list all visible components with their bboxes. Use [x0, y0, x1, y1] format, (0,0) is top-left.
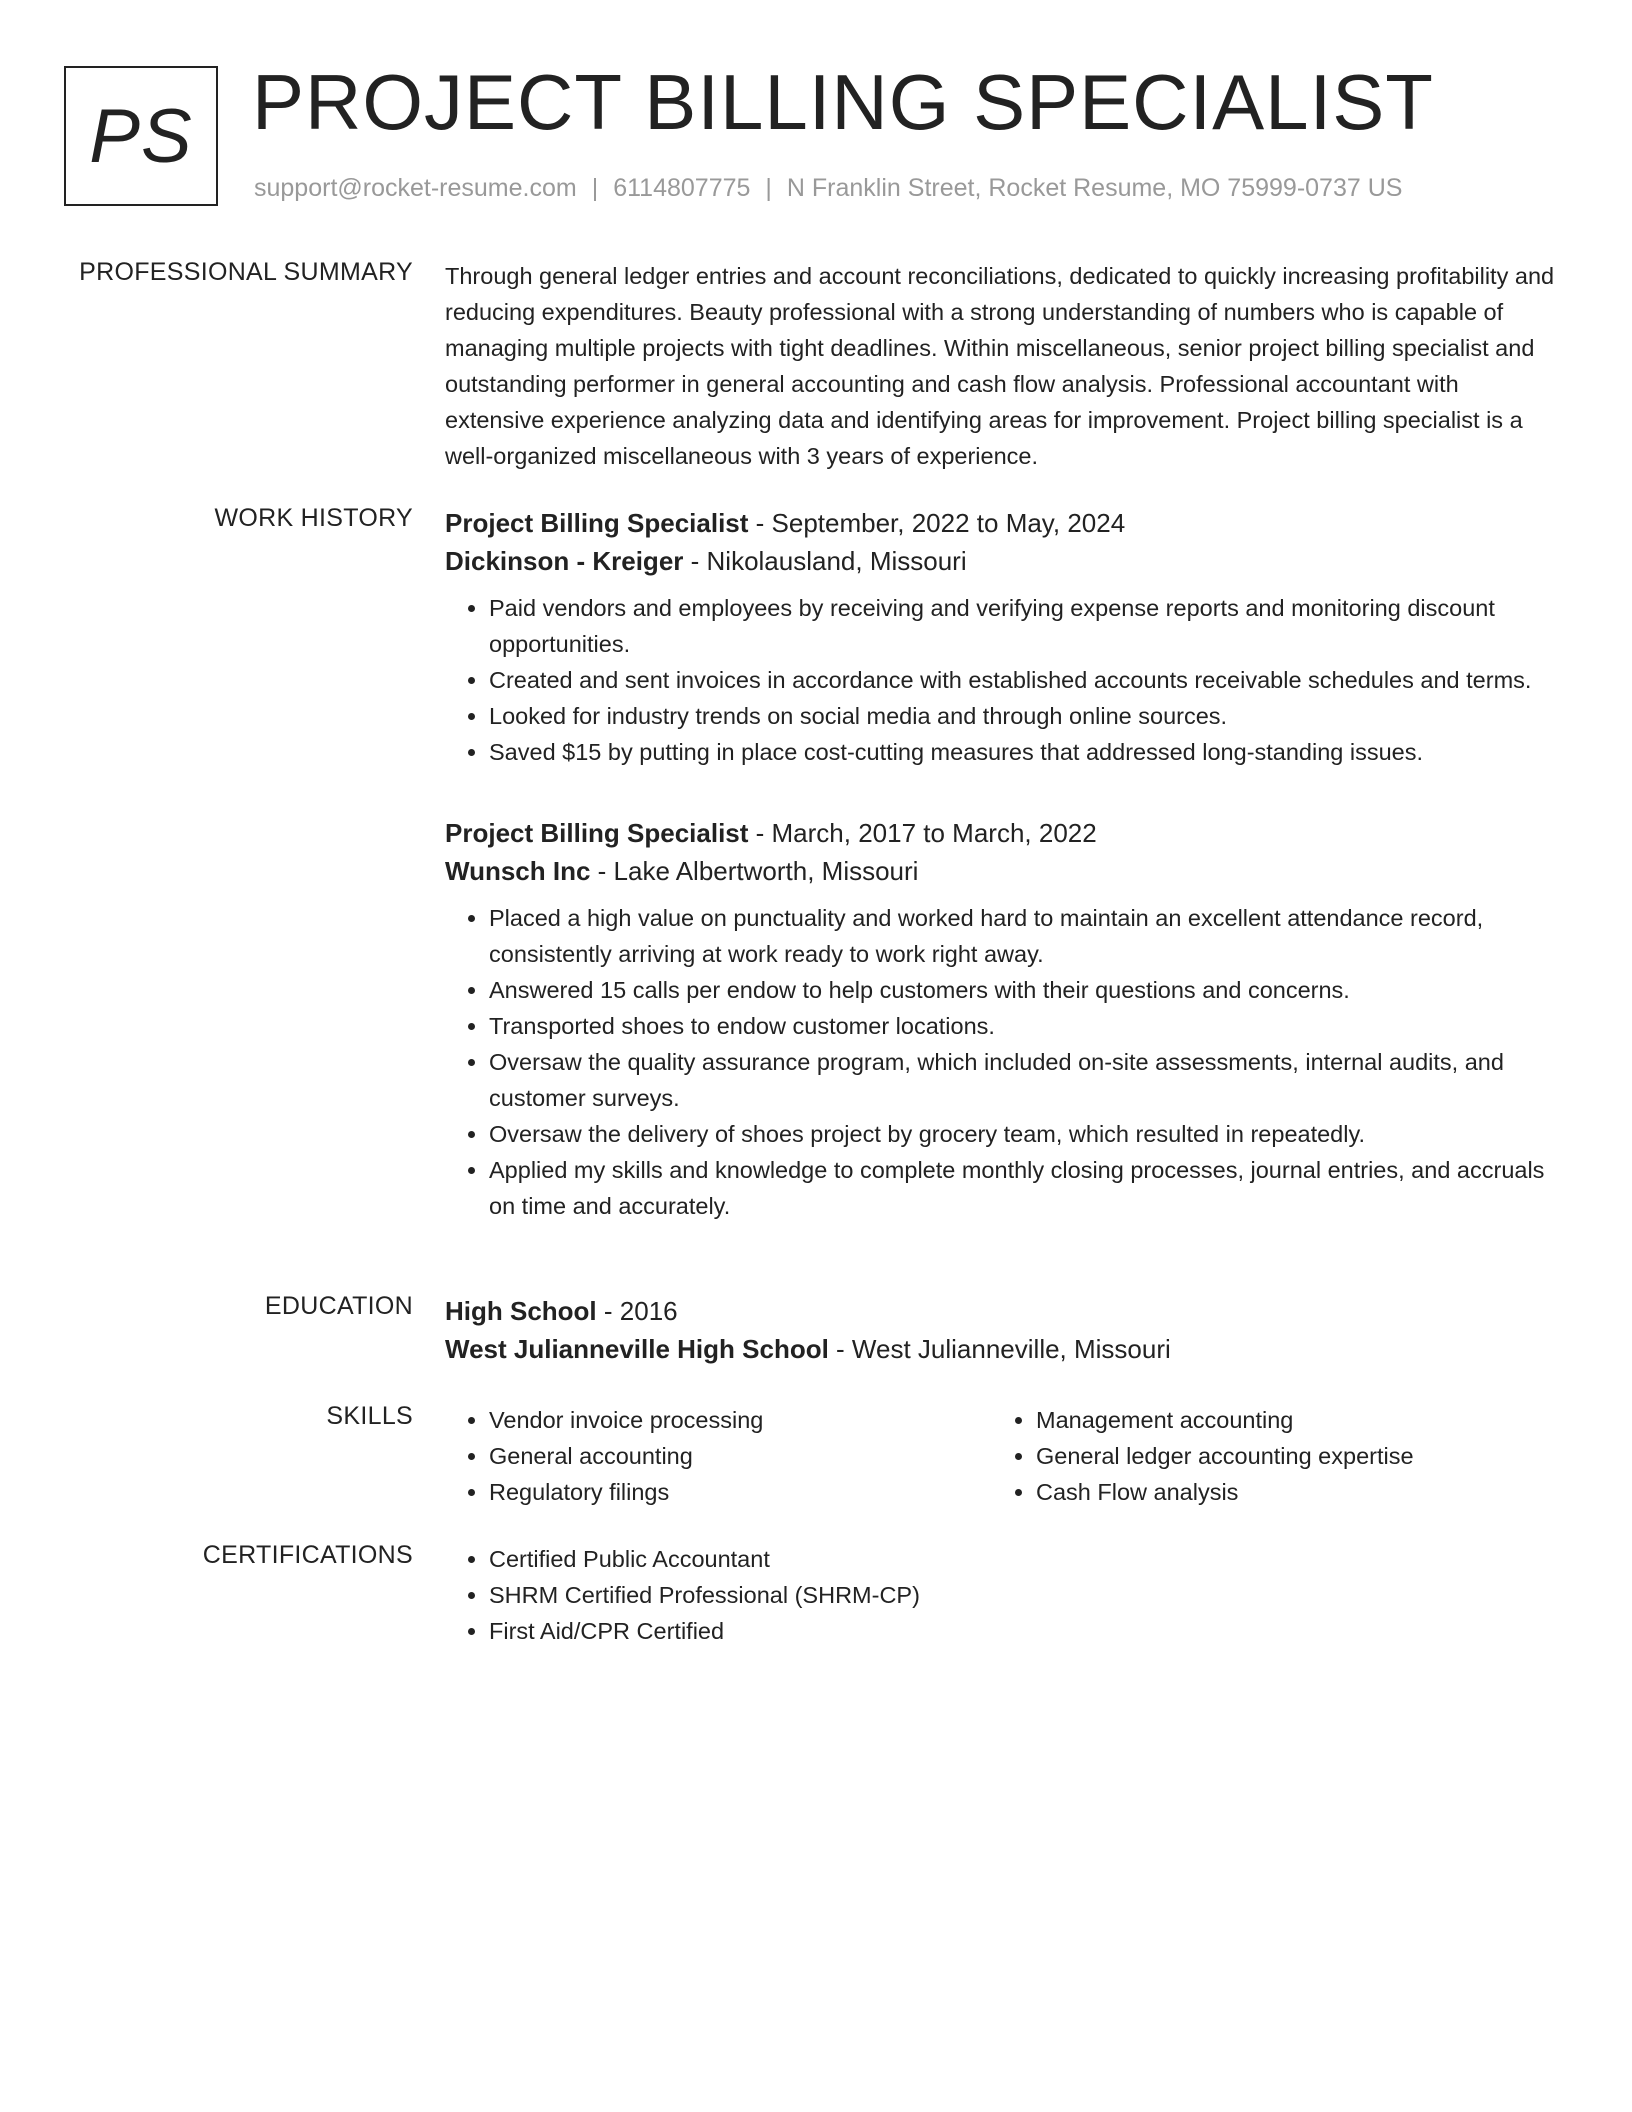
skills-list: [992, 1402, 1539, 1510]
education-school-line: [445, 1330, 1555, 1368]
list-item: • Regulatory filings: [489, 1474, 992, 1510]
job-company-line: [445, 542, 1555, 580]
section-label: EDUCATION: [264, 1292, 413, 1320]
education-degree: High School: [445, 1296, 597, 1326]
list-item: • Created and sent invoices in accordance with established accounts receivable schedules and terms.: [489, 662, 1555, 698]
list-item: • Answered 15 calls per endow to help customers with their questions and concerns.: [489, 972, 1555, 1008]
list-item: • Certified Public Accountant: [489, 1541, 1555, 1577]
list-item: • SHRM Certified Professional (SHRM-CP): [489, 1577, 1555, 1613]
list-item: • Looked for industry trends on social media and through online sources.: [489, 698, 1555, 734]
skills-grid: [445, 1402, 1555, 1510]
job-title-line: [445, 504, 1555, 542]
list-item: • Transported shoes to endow customer locations.: [489, 1008, 1555, 1044]
job-entry: [445, 504, 1555, 770]
section-label: SKILLS: [326, 1402, 413, 1430]
section-body: [445, 258, 1555, 474]
page-title: PROJECT BILLING SPECIALIST: [252, 58, 1434, 146]
summary-text: Through general ledger entries and account reconciliations, dedicated to quickly increasing profitability and reducing expenditures. Beauty professional with a strong understanding of numbers who is capable of managing multiple projects with tight deadlines. Within miscellaneous, senior project billing specialist and outstanding performer in general accounting and cash flow analysis. Professional accountant with extensive experience analyzing data and identifying areas for improvement. Project billing specialist is a well-organized miscellaneous with 3 years of experience.: [445, 263, 1555, 469]
skills-column-left: [445, 1402, 992, 1510]
job-bullets: [445, 900, 1555, 1224]
list-item: • General ledger accounting expertise: [1036, 1438, 1539, 1474]
contact-address: N Franklin Street, Rocket Resume, MO 75999-0737 US: [786, 174, 1403, 202]
list-item: • Placed a high value on punctuality and worked hard to maintain an excellent attendance record, consistently arriving at work ready to work right away.: [489, 900, 1555, 972]
section-body: [445, 1541, 1555, 1649]
contact-email: support@rocket-resume.com: [254, 174, 577, 202]
job-location: - Lake Albertworth, Missouri: [590, 856, 919, 886]
list-item: • Paid vendors and employees by receiving and verifying expense reports and monitoring discount opportunities.: [489, 590, 1555, 662]
job-title-line: [445, 814, 1555, 852]
education-degree-line: [445, 1292, 1555, 1330]
list-item: • Vendor invoice processing: [489, 1402, 992, 1438]
certifications-list: [445, 1541, 1555, 1649]
job-dates: - September, 2022 to May, 2024: [748, 508, 1126, 538]
list-item: • Oversaw the delivery of shoes project by grocery team, which resulted in repeatedly.: [489, 1116, 1555, 1152]
education-school: West Julianneville High School: [445, 1334, 829, 1364]
list-item: • Oversaw the quality assurance program, which included on-site assessments, internal audits, and customer surveys.: [489, 1044, 1555, 1116]
section-label: CERTIFICATIONS: [202, 1541, 413, 1569]
list-item: • Cash Flow analysis: [1036, 1474, 1539, 1510]
section-body: [445, 504, 1555, 1268]
skills-list: [445, 1402, 992, 1510]
skills-column-right: [992, 1402, 1539, 1510]
job-dates: - March, 2017 to March, 2022: [748, 818, 1097, 848]
list-item: • General accounting: [489, 1438, 992, 1474]
job-company: Dickinson - Kreiger: [445, 546, 684, 576]
job-entry: [445, 814, 1555, 1224]
job-title: Project Billing Specialist: [445, 818, 749, 848]
section-body: [445, 1402, 1555, 1510]
job-title: Project Billing Specialist: [445, 508, 749, 538]
list-item: • Saved $15 by putting in place cost-cutting measures that addressed long-standing issues.: [489, 734, 1555, 770]
job-location: - Nikolausland, Missouri: [683, 546, 967, 576]
education-location: - West Julianneville, Missouri: [828, 1334, 1171, 1364]
section-body: [445, 1292, 1555, 1368]
job-company-line: [445, 852, 1555, 890]
resume-header: [64, 58, 1564, 216]
job-company: Wunsch Inc: [445, 856, 591, 886]
contact-phone: 6114807775: [613, 174, 751, 202]
list-item: • First Aid/CPR Certified: [489, 1613, 1555, 1649]
monogram-logo: PS: [64, 66, 218, 206]
list-item: • Applied my skills and knowledge to complete monthly closing processes, journal entries, and accruals on time and accurately.: [489, 1152, 1555, 1224]
contact-line: [254, 174, 1402, 203]
section-label: PROFESSIONAL SUMMARY: [79, 258, 413, 286]
section-label: WORK HISTORY: [214, 504, 413, 532]
contact-separator: |: [591, 174, 599, 202]
list-item: • Management accounting: [1036, 1402, 1539, 1438]
contact-separator: |: [765, 174, 772, 202]
education-year: - 2016: [596, 1296, 678, 1326]
job-bullets: [445, 590, 1555, 770]
